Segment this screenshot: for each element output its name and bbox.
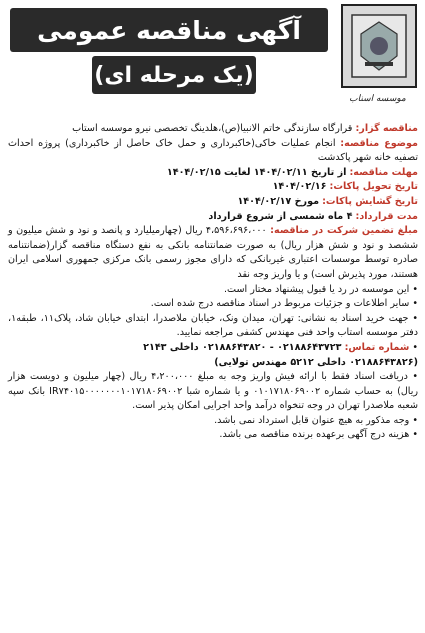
deadline-value: از تاریخ ۱۴۰۴/۰۲/۱۱ لغایت ۱۴۰۴/۰۲/۱۵ [166,166,347,178]
organization-emblem-icon [341,4,417,88]
opening-value: مورخ ۱۴۰۴/۰۲/۱۷ [237,195,320,207]
note-rejection: • این موسسه در رد یا قبول پیشنهاد مختار است. [224,283,418,295]
tenderer-line [8,122,418,137]
deadline-label: مهلت مناقصه: [349,166,418,178]
duration-value: ۴ ماه شمسی از شروع قرارداد [208,210,353,222]
note-nonrefundable-text: وجه مذکور به هیچ عنوان قابل استرداد نمی باشد. [214,414,410,426]
note-address-text: جهت خرید اسناد به نشانی: تهران، میدان ونک، خیابان ملاصدرا، ابتدای خیابان شاد، پلاک۱۱، طبقه۱، دفتر موسسه استاب واحد فنی مهندس کشفی مراجعه نمایید. [8,312,418,339]
emblem-graphic [349,12,409,80]
phone-label: شماره تماس: [344,341,410,353]
notice-title: آگهی مناقصه عمومی [10,8,328,52]
phone-value-2: (۰۲۱۸۸۶۴۳۸۲۶ داخلی ۵۲۱۲ مهندس تولایی) [214,356,418,368]
guarantee-value: ۴،۵۹۶،۶۹۶،۰۰۰ ریال (چهارمیلیارد و پانصد و نود و شش میلیون و ششصد و نود و شش هزار ریال) به صورت ضمانتنامه بانکی به نفع دستگاه مناقصه گزار(ضمانتنامه صادره توسط موسسات اعتباری غیربانکی که دارای مجوز رسمی بانک مرکزی جمهوری اسلامی ایران هستند، مورد پذیرش است) و یا واریز وجه نقد [8,225,418,280]
note-ad-cost-text: هزینه درج آگهی برعهده برنده مناقصه می باشد. [219,429,410,441]
subject-line [8,137,418,166]
note-nonrefundable: • وجه مذکور به هیچ عنوان قابل استرداد نمی باشد. [214,414,418,426]
notice-header [0,0,425,110]
phone-line-2 [8,356,418,371]
note-rejection-text: این موسسه در رد یا قبول پیشنهاد مختار است. [224,283,410,295]
duration-label: مدت قرارداد: [355,210,418,222]
deadline-line [8,166,418,181]
delivery-line [8,180,418,195]
notice-subtitle: (یک مرحله ای) [92,56,256,94]
note-details: • سایر اطلاعات و جزئیات مربوط در اسناد مناقصه درج شده است. [150,298,418,310]
note-ad-cost: • هزینه درج آگهی برعهده برنده مناقصه می باشد. [219,429,418,441]
tenderer-label: مناقصه گزار: [355,123,418,134]
delivery-value: ۱۴۰۴/۰۲/۱۶ [272,181,327,193]
delivery-label: تاریخ تحویل پاکات: [329,181,418,193]
note-address: • جهت خرید اسناد به نشانی: تهران، میدان ونک، خیابان ملاصدرا، ابتدای خیابان شاد، پلاک۱۱، طبقه۱، دفتر موسسه استاب واحد فنی مهندس کشفی مراجعه نمایید. [8,312,418,339]
duration-line [8,210,418,225]
opening-label: تاریخ گشایش پاکات: [322,195,418,207]
note-details-text: سایر اطلاعات و جزئیات مربوط در اسناد مناقصه درج شده است. [150,298,410,310]
notice-body [8,122,418,443]
subject-label: موضوع مناقصه: [340,137,418,149]
organization-caption: موسسه اسناب [349,94,406,104]
phone-value: ۰۲۱۸۸۶۴۳۷۲۳ - ۰۲۱۸۸۶۴۳۸۲۰ داخلی ۲۱۴۳ [143,341,342,353]
tenderer-value: قرارگاه سازندگی خاتم الانبیا(ص)،هلدینگ تخصصی نیرو موسسه استاب [72,123,353,134]
docs-payment-text: دریافت اسناد فقط با ارائه فیش واریز وجه به مبلغ ۴،۲۰۰،۰۰۰ ریال (چهار میلیون و دویست هزار ریال) به حساب شماره ۰۱۰۱۷۱۸۰۶۹۰۰۲ و یا شماره شبا IR۷۴۰۱۵۰۰۰۰۰۰۰۱۰۱۷۱۸۰۶۹۰۰۲ بانک سپه شعبه ملاصدرا تهران در وجه تنخواه درآمد واحد اجرایی امکان پذیر است. [8,371,419,412]
guarantee-line [8,224,418,282]
subject-value: انجام عملیات خاکی(خاکبرداری و حمل خاک حاصل از خاکبرداری) پروژه احداث تصفیه خانه شهر پاکدشت [8,137,418,164]
opening-line [8,195,418,210]
guarantee-label: مبلغ تضمین شرکت در مناقصه: [270,225,418,237]
docs-payment: • دریافت اسناد فقط با ارائه فیش واریز وجه به مبلغ ۴،۲۰۰،۰۰۰ ریال (چهار میلیون و دویست هزار ریال) به حساب شماره ۰۱۰۱۷۱۸۰۶۹۰۰۲ و یا شماره شبا IR۷۴۰۱۵۰۰۰۰۰۰۰۱۰۱۷۱۸۰۶۹۰۰۲ بانک سپه شعبه ملاصدرا تهران در وجه تنخواه درآمد واحد اجرایی امکان پذیر است. [8,371,419,412]
phone-line: • شماره تماس: ۰۲۱۸۸۶۴۳۷۲۳ - ۰۲۱۸۸۶۴۳۸۲۰ داخلی ۲۱۴۳ [143,341,418,353]
